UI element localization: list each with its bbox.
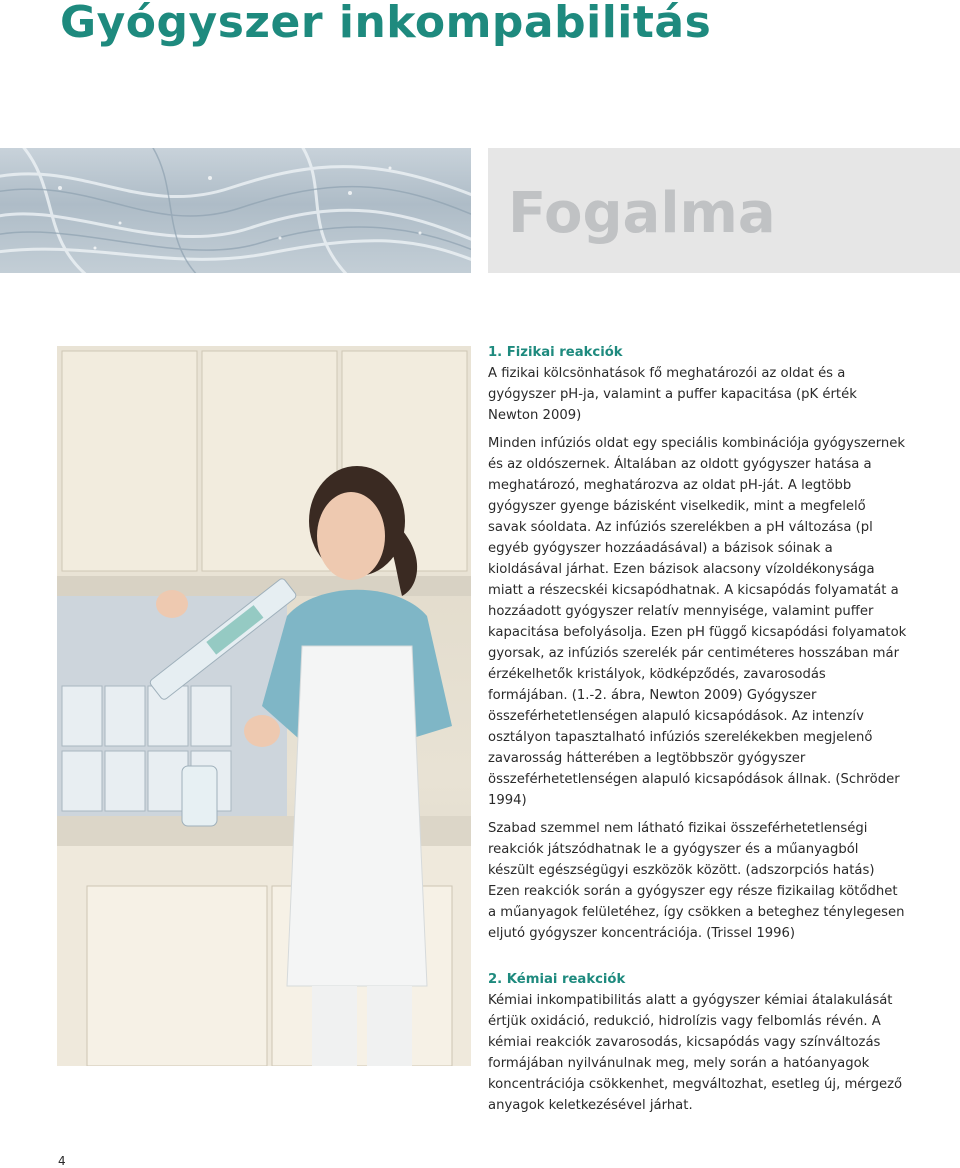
nurse-illustration: [57, 346, 471, 1066]
section-heading: Fogalma: [508, 181, 776, 246]
banner-heading-panel: [488, 148, 960, 273]
section-heading-chemical: 2. Kémiai reakciók: [488, 972, 626, 987]
paragraph: A fizikai kölcsönhatások fő meghatározói az oldat és a gyógyszer pH-ja, valamint a puffer kapacitása (pK érték Newton 2009): [488, 366, 857, 423]
paragraph: Kémiai inkompatibilitás alatt a gyógyszer kémiai átalakulását értjük oxidáció, redukció, hidrolízis vagy felbomlás révén. A kémiai reakciók zavarosodás, kicsapódás vagy színváltozás formájában nyilvánulnak meg, mely során a hatóanyagok koncentrációja csökkenhet, megváltozhat, esetleg új, mérgező anyagok keletkezésével járhat.: [488, 993, 903, 1113]
page-title: Gyógyszer inkompabilitás: [60, 0, 712, 48]
photo-nurse-with-infusion: [57, 346, 471, 1066]
section-heading-physical: 1. Fizikai reakciók: [488, 345, 623, 360]
paragraph: Szabad szemmel nem látható fizikai összeférhetetlenségi reakciók játszódhatnak le a gyógyszer és a műanyagból készült egészségügyi eszközök között. (adszorpciós hatás) Ezen reakciók során a gyógyszer egy része fizikailag kötődhet a műanyagok felületéhez, így csökken a beteghez ténylegesen eljutó gyógyszer koncentrációja. (Trissel 1996): [488, 821, 905, 941]
body-text-column: [488, 342, 908, 1116]
banner-photo-infusion-tubes: [0, 148, 471, 273]
paragraph: Minden infúziós oldat egy speciális kombinációja gyógyszernek és az oldószernek. Általában az oldott gyógyszer hatása a meghatározó, meghatározva az oldat pH-ját. A legtöbb gyógyszer gyenge bázisként viselkedik, mint a megfelelő savak sóoldata. Az infúziós szerelékben a pH változása (pl egyéb gyógyszer hozzáadásával) a bázisok sóinak a kioldásával járhat. Ezen bázisok alacsony vízoldékonysága miatt a részecskéi kicsapódhatnak. A kicsapódás folyamatát a hozzáadott gyógyszer relatív mennyisége, valamint puffer kapacitása befolyásolja. Ezen pH függő kicsapódási folyamatok gyorsak, az infúziós szerelék pár centiméteres hosszában már érzékelhetők kristályok, ködképződés, zavarosodás formájában. (1.-2. ábra, Newton 2009) Gyógyszer összeférhetetlenségen alapuló kicsapódások. Az intenzív osztályon tapasztalható infúziós szerelékekben megjelenő zavarosság hátterében a legtöbbször gyógyszer összeférhetetlenségen alapuló kicsapódások állnak. (Schröder 1994): [488, 436, 907, 808]
page-number: 4: [58, 1154, 66, 1168]
tubes-illustration: [0, 148, 471, 273]
